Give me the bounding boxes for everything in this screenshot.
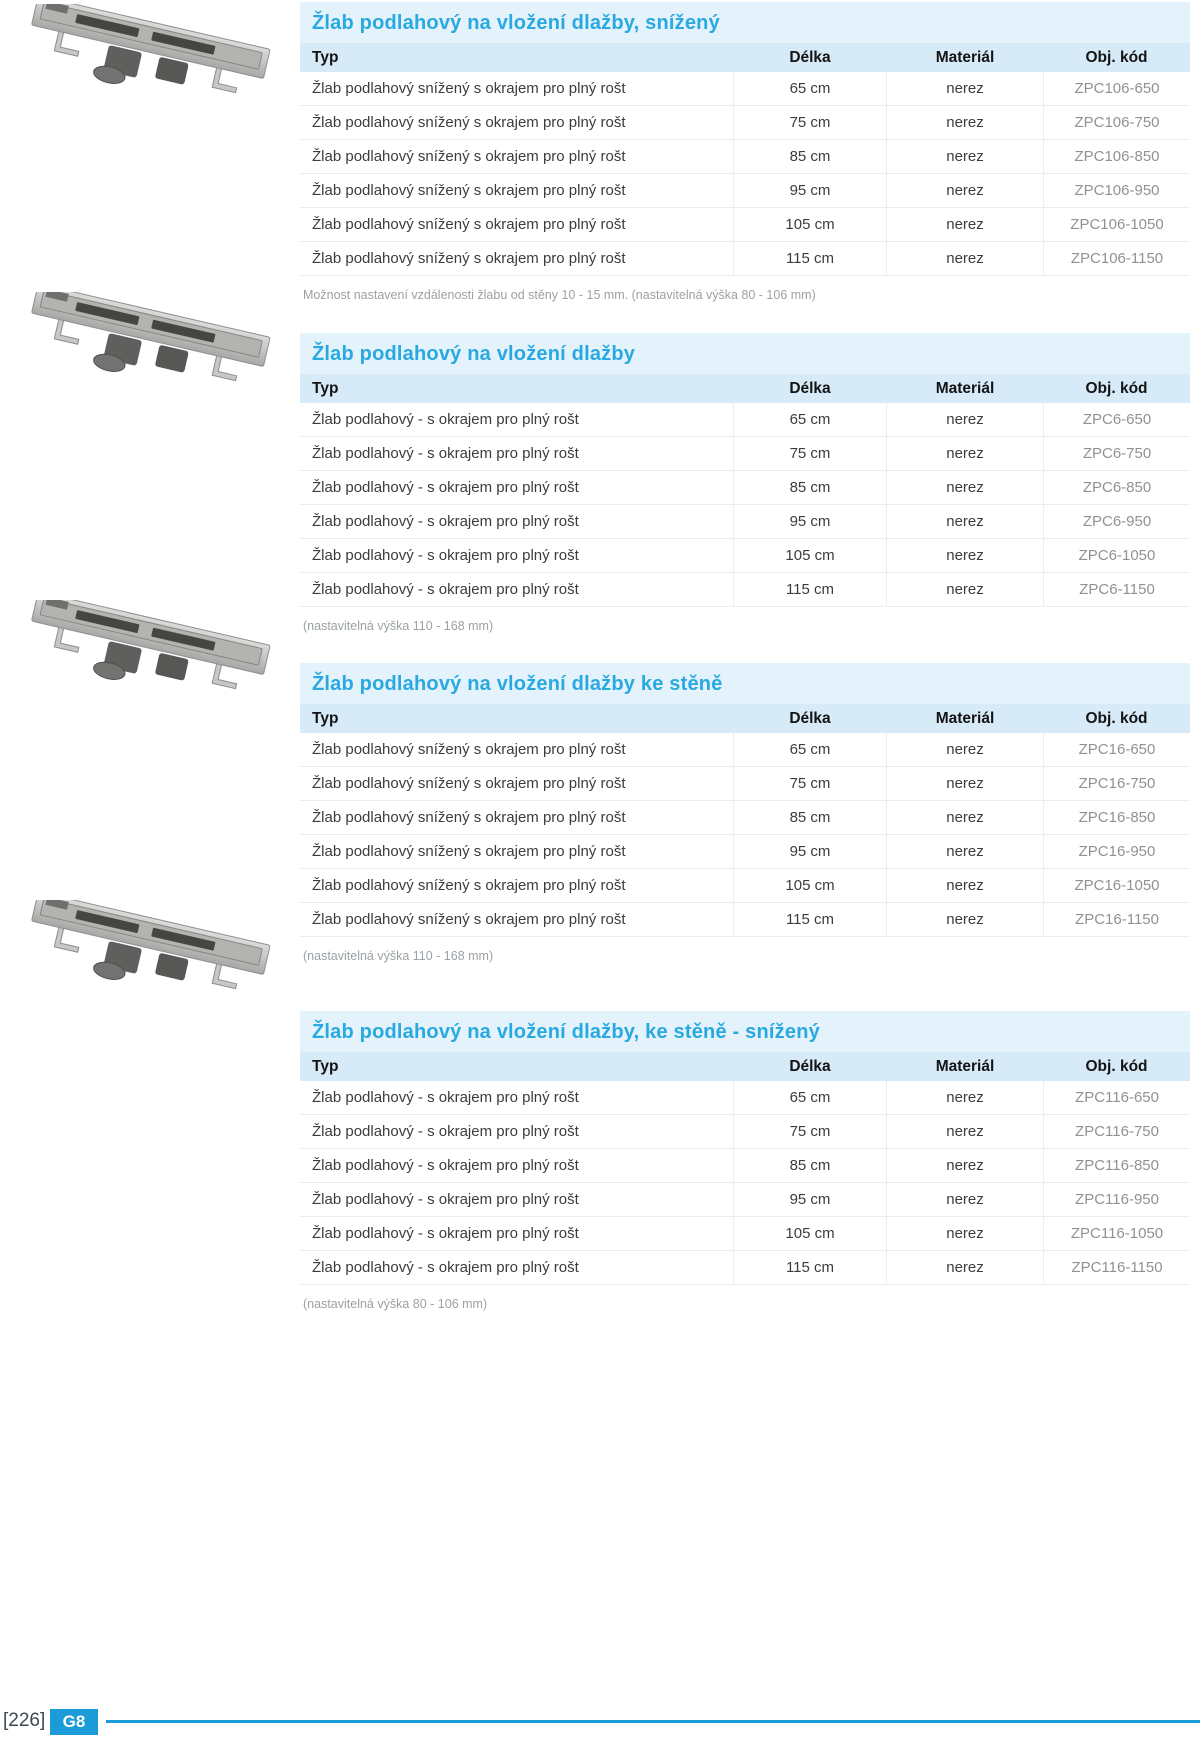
cell-delka: 105 cm	[733, 869, 887, 902]
cell-material: nerez	[946, 479, 984, 496]
table-row	[300, 835, 1190, 869]
section-title: Žlab podlahový na vložení dlažby ke stěně	[300, 663, 1190, 704]
cell-typ: Žlab podlahový snížený s okrajem pro plný rošt	[312, 80, 626, 97]
drain-channel-photo	[22, 600, 274, 712]
cell-typ: Žlab podlahový snížený s okrajem pro plný rošt	[312, 250, 626, 267]
cell-obj-kod: ZPC6-750	[1043, 437, 1190, 470]
column-header-obj-kod: Obj. kód	[1085, 380, 1148, 397]
cell-obj-kod: ZPC6-850	[1043, 471, 1190, 504]
cell-obj-kod: ZPC106-650	[1043, 72, 1190, 105]
cell-typ: Žlab podlahový snížený s okrajem pro plný rošt	[312, 775, 626, 792]
column-header-delka: Délka	[789, 1058, 831, 1075]
cell-typ: Žlab podlahový - s okrajem pro plný rošt	[312, 1157, 579, 1174]
cell-obj-kod: ZPC16-750	[1043, 767, 1190, 800]
cell-typ: Žlab podlahový snížený s okrajem pro plný rošt	[312, 182, 626, 199]
cell-typ: Žlab podlahový snížený s okrajem pro plný rošt	[312, 809, 626, 826]
table-row	[300, 1251, 1190, 1285]
page-number: [226]	[3, 1710, 46, 1731]
table-row	[300, 106, 1190, 140]
cell-typ: Žlab podlahový snížený s okrajem pro plný rošt	[312, 843, 626, 860]
cell-material: nerez	[946, 445, 984, 462]
cell-typ: Žlab podlahový - s okrajem pro plný rošt	[312, 1225, 579, 1242]
cell-material: nerez	[946, 513, 984, 530]
table-row	[300, 242, 1190, 276]
cell-delka: 105 cm	[733, 539, 887, 572]
cell-typ: Žlab podlahový - s okrajem pro plný rošt	[312, 513, 579, 530]
cell-delka: 115 cm	[733, 573, 887, 606]
column-header-obj-kod: Obj. kód	[1085, 710, 1148, 727]
drain-channel-photo	[22, 900, 274, 1012]
table-row	[300, 1115, 1190, 1149]
cell-obj-kod: ZPC16-850	[1043, 801, 1190, 834]
table-row	[300, 208, 1190, 242]
product-section	[300, 333, 1190, 633]
cell-material: nerez	[946, 911, 984, 928]
cell-material: nerez	[946, 182, 984, 199]
cell-typ: Žlab podlahový - s okrajem pro plný rošt	[312, 479, 579, 496]
column-header-obj-kod: Obj. kód	[1085, 1058, 1148, 1075]
cell-typ: Žlab podlahový - s okrajem pro plný rošt	[312, 1089, 579, 1106]
product-section	[300, 2, 1190, 302]
cell-obj-kod: ZPC116-1150	[1043, 1251, 1190, 1284]
cell-material: nerez	[946, 809, 984, 826]
table-body	[300, 733, 1190, 937]
cell-obj-kod: ZPC16-650	[1043, 733, 1190, 766]
section-title: Žlab podlahový na vložení dlažby, snížený	[300, 2, 1190, 43]
table-row	[300, 1081, 1190, 1115]
cell-material: nerez	[946, 114, 984, 131]
cell-material: nerez	[946, 1157, 984, 1174]
cell-obj-kod: ZPC116-650	[1043, 1081, 1190, 1114]
cell-delka: 75 cm	[733, 767, 887, 800]
cell-typ: Žlab podlahový - s okrajem pro plný rošt	[312, 581, 579, 598]
cell-obj-kod: ZPC6-1150	[1043, 573, 1190, 606]
table-row	[300, 767, 1190, 801]
cell-delka: 105 cm	[733, 208, 887, 241]
cell-obj-kod: ZPC106-950	[1043, 174, 1190, 207]
cell-material: nerez	[946, 250, 984, 267]
cell-delka: 115 cm	[733, 1251, 887, 1284]
cell-obj-kod: ZPC6-950	[1043, 505, 1190, 538]
table-row	[300, 72, 1190, 106]
cell-material: nerez	[946, 581, 984, 598]
cell-obj-kod: ZPC6-650	[1043, 403, 1190, 436]
drain-channel-photo	[22, 292, 274, 404]
cell-delka: 65 cm	[733, 733, 887, 766]
cell-delka: 95 cm	[733, 835, 887, 868]
cell-delka: 95 cm	[733, 1183, 887, 1216]
cell-typ: Žlab podlahový snížený s okrajem pro plný rošt	[312, 741, 626, 758]
column-header-material: Materiál	[935, 49, 995, 66]
cell-obj-kod: ZPC116-950	[1043, 1183, 1190, 1216]
cell-delka: 75 cm	[733, 437, 887, 470]
product-section	[300, 663, 1190, 963]
column-header-typ: Typ	[312, 710, 339, 727]
cell-obj-kod: ZPC16-1150	[1043, 903, 1190, 936]
drain-channel-illustration	[22, 900, 274, 1012]
section-footnote: (nastavitelná výška 110 - 168 mm)	[303, 619, 494, 633]
cell-obj-kod: ZPC116-1050	[1043, 1217, 1190, 1250]
cell-obj-kod: ZPC6-1050	[1043, 539, 1190, 572]
cell-material: nerez	[946, 741, 984, 758]
table-header-row	[300, 374, 1190, 403]
column-header-delka: Délka	[789, 710, 831, 727]
table-row	[300, 869, 1190, 903]
cell-delka: 85 cm	[733, 140, 887, 173]
cell-material: nerez	[946, 1191, 984, 1208]
table-row	[300, 437, 1190, 471]
section-footnote: (nastavitelná výška 80 - 106 mm)	[303, 1297, 488, 1311]
cell-typ: Žlab podlahový - s okrajem pro plný rošt	[312, 547, 579, 564]
section-footnote: (nastavitelná výška 110 - 168 mm)	[303, 949, 494, 963]
column-header-typ: Typ	[312, 1058, 339, 1075]
cell-material: nerez	[946, 775, 984, 792]
cell-obj-kod: ZPC116-750	[1043, 1115, 1190, 1148]
cell-material: nerez	[946, 80, 984, 97]
cell-material: nerez	[946, 411, 984, 428]
cell-material: nerez	[946, 547, 984, 564]
table-header-row	[300, 43, 1190, 72]
column-header-typ: Typ	[312, 380, 339, 397]
footer-divider-line	[106, 1720, 1200, 1723]
cell-obj-kod: ZPC16-1050	[1043, 869, 1190, 902]
column-header-material: Materiál	[935, 1058, 995, 1075]
column-header-material: Materiál	[935, 710, 995, 727]
cell-typ: Žlab podlahový snížený s okrajem pro plný rošt	[312, 148, 626, 165]
drain-channel-photo	[22, 4, 274, 116]
cell-material: nerez	[946, 1089, 984, 1106]
section-title: Žlab podlahový na vložení dlažby, ke stěně - snížený	[300, 1011, 1190, 1052]
cell-material: nerez	[946, 1259, 984, 1276]
table-body	[300, 403, 1190, 607]
cell-typ: Žlab podlahový snížený s okrajem pro plný rošt	[312, 216, 626, 233]
cell-typ: Žlab podlahový snížený s okrajem pro plný rošt	[312, 911, 626, 928]
cell-obj-kod: ZPC106-750	[1043, 106, 1190, 139]
column-header-delka: Délka	[789, 49, 831, 66]
cell-material: nerez	[946, 843, 984, 860]
cell-typ: Žlab podlahový - s okrajem pro plný rošt	[312, 1259, 579, 1276]
cell-material: nerez	[946, 1123, 984, 1140]
column-header-material: Materiál	[935, 380, 995, 397]
table-row	[300, 733, 1190, 767]
table-row	[300, 1183, 1190, 1217]
section-footnote: Možnost nastavení vzdálenosti žlabu od stěny 10 - 15 mm. (nastavitelná výška 80 - 106 mm)	[303, 288, 816, 302]
drain-channel-illustration	[22, 292, 274, 404]
cell-delka: 65 cm	[733, 72, 887, 105]
table-row	[300, 801, 1190, 835]
cell-material: nerez	[946, 216, 984, 233]
table-row	[300, 174, 1190, 208]
table-row	[300, 140, 1190, 174]
cell-material: nerez	[946, 877, 984, 894]
cell-delka: 95 cm	[733, 505, 887, 538]
section-code-badge: G8	[50, 1709, 98, 1735]
cell-obj-kod: ZPC106-1150	[1043, 242, 1190, 275]
cell-material: nerez	[946, 1225, 984, 1242]
section-title: Žlab podlahový na vložení dlažby	[300, 333, 1190, 374]
cell-delka: 75 cm	[733, 106, 887, 139]
cell-delka: 115 cm	[733, 903, 887, 936]
drain-channel-illustration	[22, 4, 274, 116]
cell-delka: 105 cm	[733, 1217, 887, 1250]
cell-typ: Žlab podlahový snížený s okrajem pro plný rošt	[312, 877, 626, 894]
cell-typ: Žlab podlahový - s okrajem pro plný rošt	[312, 445, 579, 462]
table-row	[300, 903, 1190, 937]
table-row	[300, 573, 1190, 607]
table-row	[300, 539, 1190, 573]
cell-typ: Žlab podlahový - s okrajem pro plný rošt	[312, 1123, 579, 1140]
cell-typ: Žlab podlahový - s okrajem pro plný rošt	[312, 1191, 579, 1208]
table-row	[300, 403, 1190, 437]
cell-obj-kod: ZPC16-950	[1043, 835, 1190, 868]
table-row	[300, 471, 1190, 505]
cell-typ: Žlab podlahový snížený s okrajem pro plný rošt	[312, 114, 626, 131]
product-section	[300, 1011, 1190, 1311]
column-header-typ: Typ	[312, 49, 339, 66]
table-row	[300, 1149, 1190, 1183]
table-header-row	[300, 1052, 1190, 1081]
cell-delka: 85 cm	[733, 471, 887, 504]
cell-delka: 65 cm	[733, 403, 887, 436]
table-row	[300, 505, 1190, 539]
cell-typ: Žlab podlahový - s okrajem pro plný rošt	[312, 411, 579, 428]
cell-delka: 115 cm	[733, 242, 887, 275]
column-header-obj-kod: Obj. kód	[1085, 49, 1148, 66]
cell-delka: 65 cm	[733, 1081, 887, 1114]
cell-obj-kod: ZPC106-1050	[1043, 208, 1190, 241]
table-body	[300, 1081, 1190, 1285]
drain-channel-illustration	[22, 600, 274, 712]
cell-obj-kod: ZPC106-850	[1043, 140, 1190, 173]
column-header-delka: Délka	[789, 380, 831, 397]
cell-material: nerez	[946, 148, 984, 165]
table-body	[300, 72, 1190, 276]
table-row	[300, 1217, 1190, 1251]
cell-delka: 85 cm	[733, 1149, 887, 1182]
cell-obj-kod: ZPC116-850	[1043, 1149, 1190, 1182]
cell-delka: 85 cm	[733, 801, 887, 834]
table-header-row	[300, 704, 1190, 733]
cell-delka: 95 cm	[733, 174, 887, 207]
cell-delka: 75 cm	[733, 1115, 887, 1148]
